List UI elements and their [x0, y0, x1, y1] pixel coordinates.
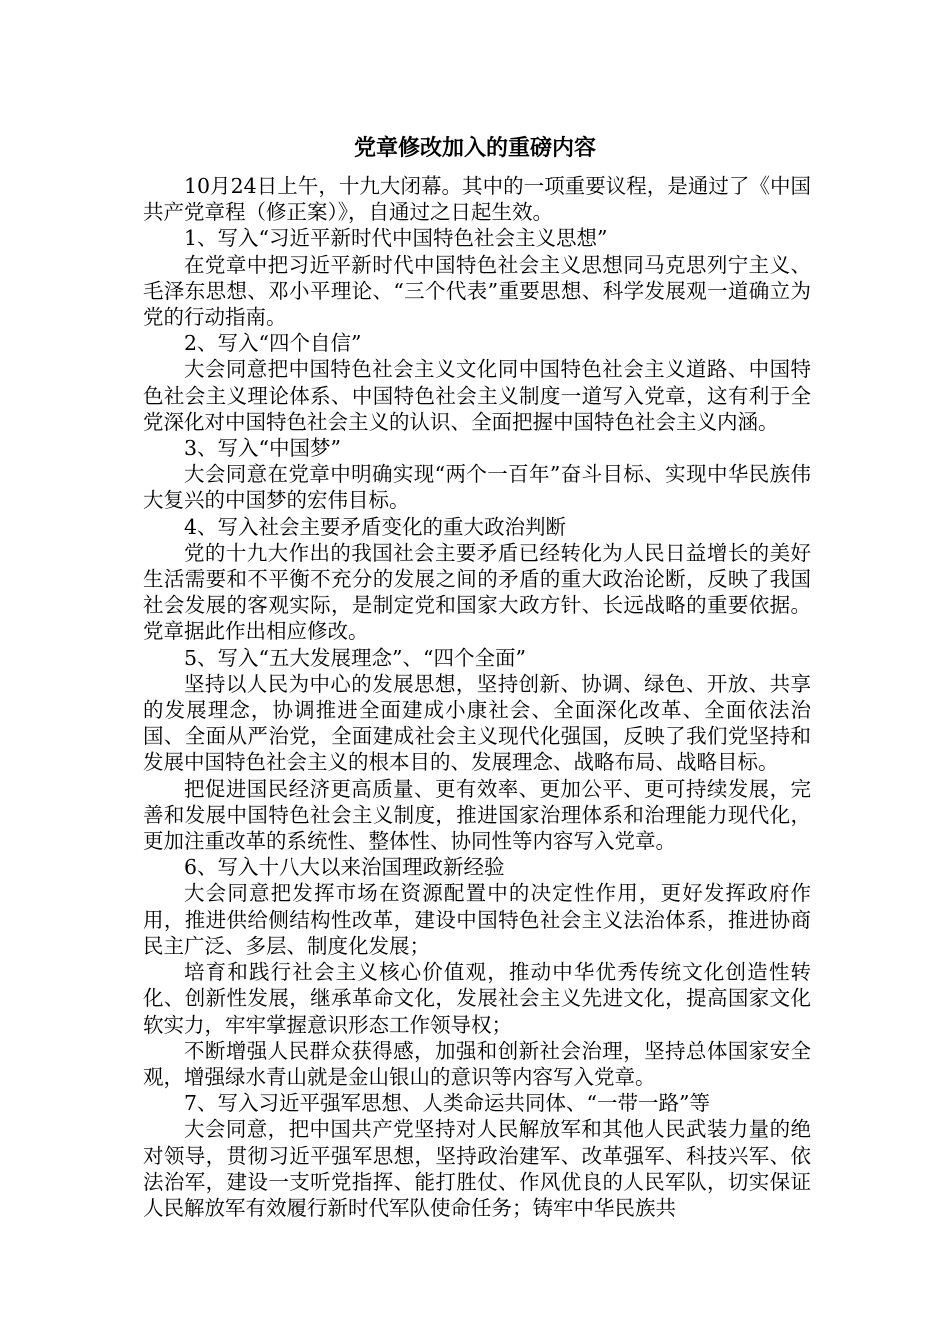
section-heading: 7、写入习近平强军思想、人类命运共同体、“一带一路”等: [184, 1091, 711, 1116]
paragraph: 培育和践行社会主义核心价值观，推动中华优秀传统文化创造性转化、创新性发展，继承革命文化，发展社会主义先进文化，提高国家文化软实力，牢牢掌握意识形态工作领导权；: [143, 960, 811, 1037]
paragraph: 大会同意把中国特色社会主义文化同中国特色社会主义道路、中国特色社会主义理论体系、中国特色社会主义制度一道写入党章，这有利于全党深化对中国特色社会主义的认识、全面把握中国特色社会主义内涵。: [143, 357, 811, 434]
paragraph: 大会同意在党章中明确实现“两个一百年”奋斗目标、实现中华民族伟大复兴的中国梦的宏伟目标。: [143, 462, 811, 513]
section-heading: 5、写入“五大发展理念”、“四个全面”: [184, 645, 526, 670]
section-heading: 1、写入“习近平新时代中国特色社会主义思想”: [184, 226, 608, 251]
document-body: [143, 173, 811, 1221]
paragraph: 把促进国民经济更高质量、更有效率、更加公平、更可持续发展，完善和发展中国特色社会主义制度，推进国家治理体系和治理能力现代化，更加注重改革的系统性、整体性、协同性等内容写入党章。: [143, 776, 811, 854]
paragraph: 不断增强人民群众获得感，加强和创新社会治理，坚持总体国家安全观，增强绿水青山就是金山银山的意识等内容写入党章。: [143, 1038, 811, 1089]
section-heading: 4、写入社会主要矛盾变化的重大政治判断: [184, 514, 567, 539]
section-heading: 3、写入“中国梦”: [184, 436, 342, 461]
paragraph: 在党章中把习近平新时代中国特色社会主义思想同马克思列宁主义、毛泽东思想、邓小平理论、“三个代表”重要思想、科学发展观一道确立为党的行动指南。: [143, 252, 811, 330]
paragraph: 大会同意把发挥市场在资源配置中的决定性作用，更好发挥政府作用，推进供给侧结构性改革，建设中国特色社会主义法治体系，推进协商民主广泛、多层、制度化发展；: [143, 881, 811, 958]
paragraph: 10月24日上午，十九大闭幕。其中的一项重要议程，是通过了《中国共产党章程（修正案）》，自通过之日起生效。: [143, 174, 811, 225]
paragraph: 坚持以人民为中心的发展思想，坚持创新、协调、绿色、开放、共享的发展理念，协调推进全面建成小康社会、全面深化改革、全面依法治国、全面从严治党，全面建成社会主义现代化强国，反映了我们党坚持和发展中国特色社会主义的根本目的、发展理念、战略布局、战略目标。: [143, 671, 811, 775]
section-heading: 2、写入“四个自信”: [184, 331, 362, 356]
section-heading: 6、写入十八大以来治国理政新经验: [184, 855, 505, 880]
document-title: 党章修改加入的重磅内容: [353, 136, 596, 161]
paragraph: 大会同意，把中国共产党坚持对人民解放军和其他人民武装力量的绝对领导，贯彻习近平强军思想，坚持政治建军、改革强军、科技兴军、依法治军，建设一支听党指挥、能打胜仗、作风优良的人民军队，切实保证人民解放军有效履行新时代军队使命任务；铸牢中华民族共: [143, 1117, 811, 1220]
paragraph: 党的十九大作出的我国社会主要矛盾已经转化为人民日益增长的美好生活需要和不平衡不充分的发展之间的矛盾的重大政治论断，反映了我国社会发展的客观实际，是制定党和国家大政方针、长远战略的重要依据。党章据此作出相应修改。: [143, 540, 811, 644]
